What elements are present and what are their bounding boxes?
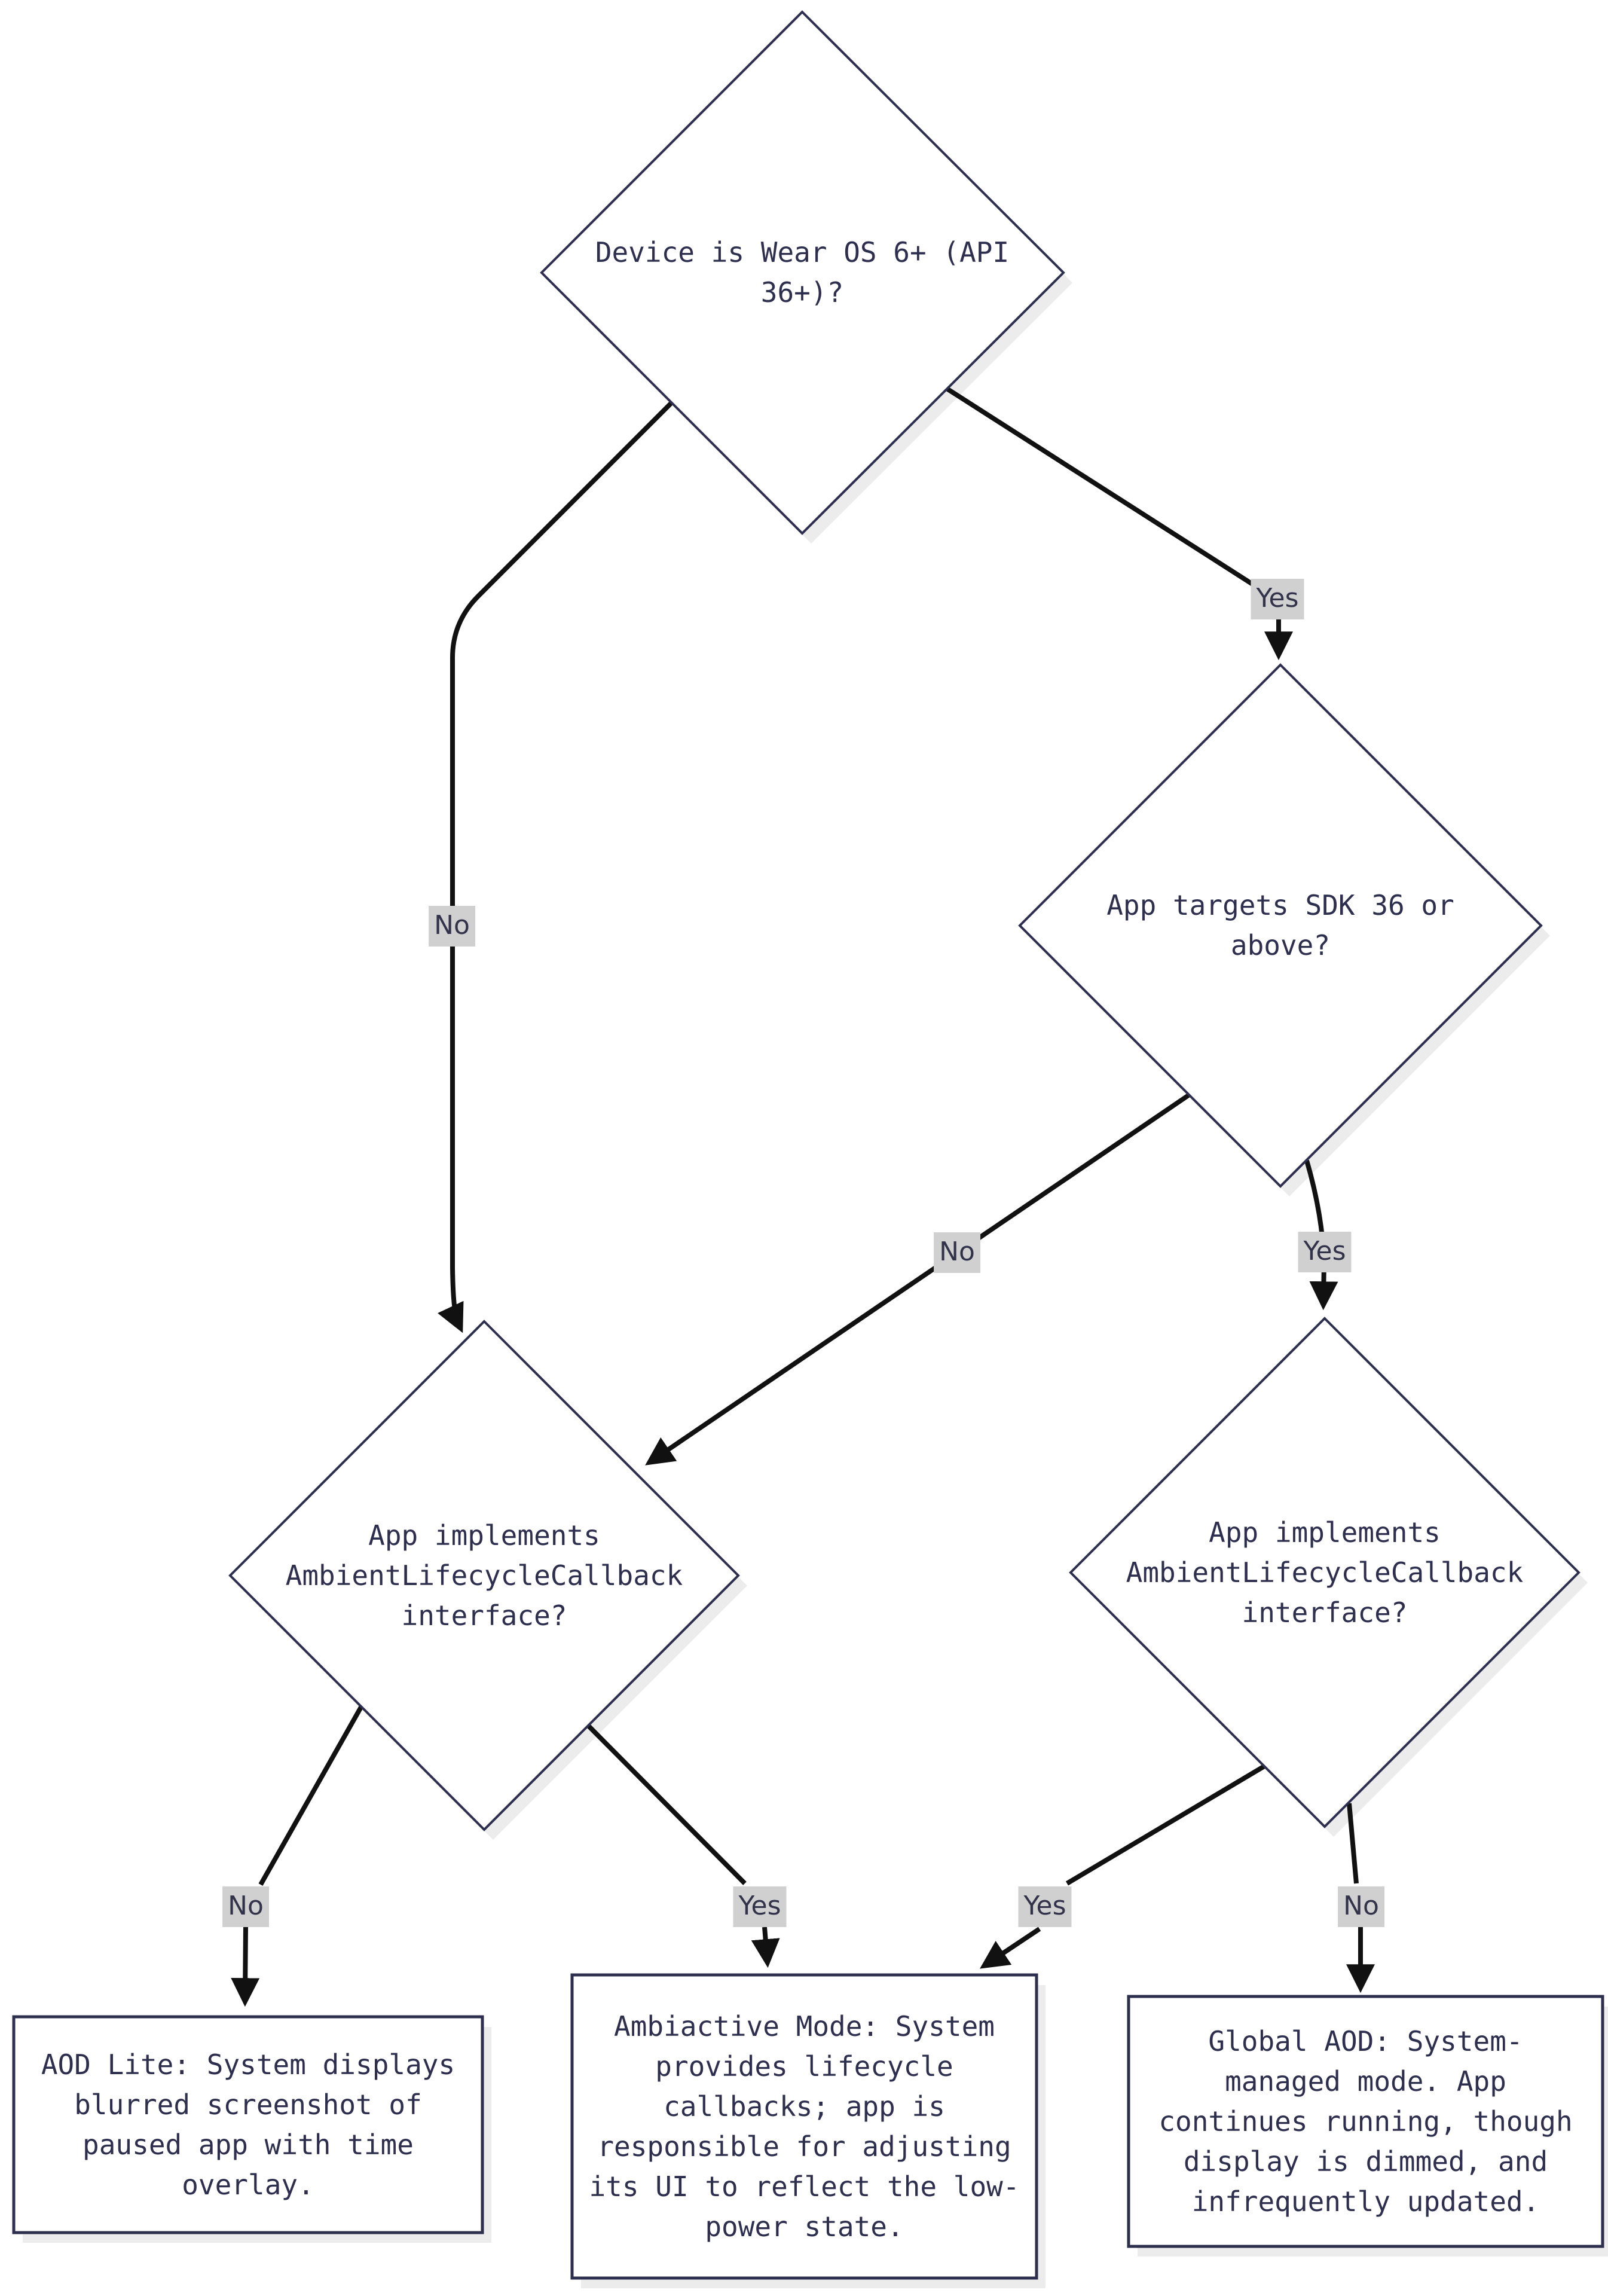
edge-line-d3-b2-arrow [765, 1927, 767, 1956]
node-label-global-aod: Global AOD: System-managed mode. App continues running, though display is dimmed, and infrequently updated. [1158, 2025, 1573, 2218]
node-label-callback-left: App implements AmbientLifecycleCallback interface? [285, 1519, 683, 1632]
edge-label-yes-d3-b2: Yes [733, 1886, 786, 1927]
edge-label-no-d3-b1: No [222, 1886, 269, 1927]
edge-line-d3-b1 [261, 1707, 361, 1885]
edge-line-d1-d3 [453, 402, 672, 1323]
edge-label-yes-d1-d2: Yes [1251, 579, 1304, 619]
edge-label-yes-d2-d4: Yes [1298, 1232, 1351, 1272]
edge-line-d2-d3 [655, 1095, 1188, 1459]
edge-line-d2-d4 [1307, 1161, 1324, 1299]
node-label-sdk-target: App targets SDK 36 or above? [1106, 889, 1454, 961]
edge-label-no-d2-d3: No [934, 1232, 980, 1273]
node-label-callback-right: App implements AmbientLifecycleCallback interface? [1126, 1516, 1524, 1629]
node-label-ambiactive: Ambiactive Mode: System provides lifecycle callbacks; app is responsible for adjusting its UI to reflect the low-power state. [589, 2010, 1020, 2243]
node-label-aod-lite: AOD Lite: System displays blurred screenshot of paused app with time overlay. [41, 2048, 456, 2201]
edge-line-d3-b2 [588, 1726, 745, 1883]
edge-label-no-d4-b3: No [1338, 1886, 1384, 1927]
edge-line-d4-b2-arrow [989, 1929, 1040, 1962]
node-label-wearos-version: Device is Wear OS 6+ (API 36+)? [595, 236, 1010, 309]
edge-line-d1-d2 [947, 389, 1255, 586]
edge-line-d4-b2 [1067, 1766, 1264, 1883]
edge-label-yes-d4-b2: Yes [1018, 1886, 1071, 1927]
edge-line-d3-b1-arrow [245, 1927, 246, 1995]
edge-label-no-d1-d3: No [429, 906, 475, 947]
